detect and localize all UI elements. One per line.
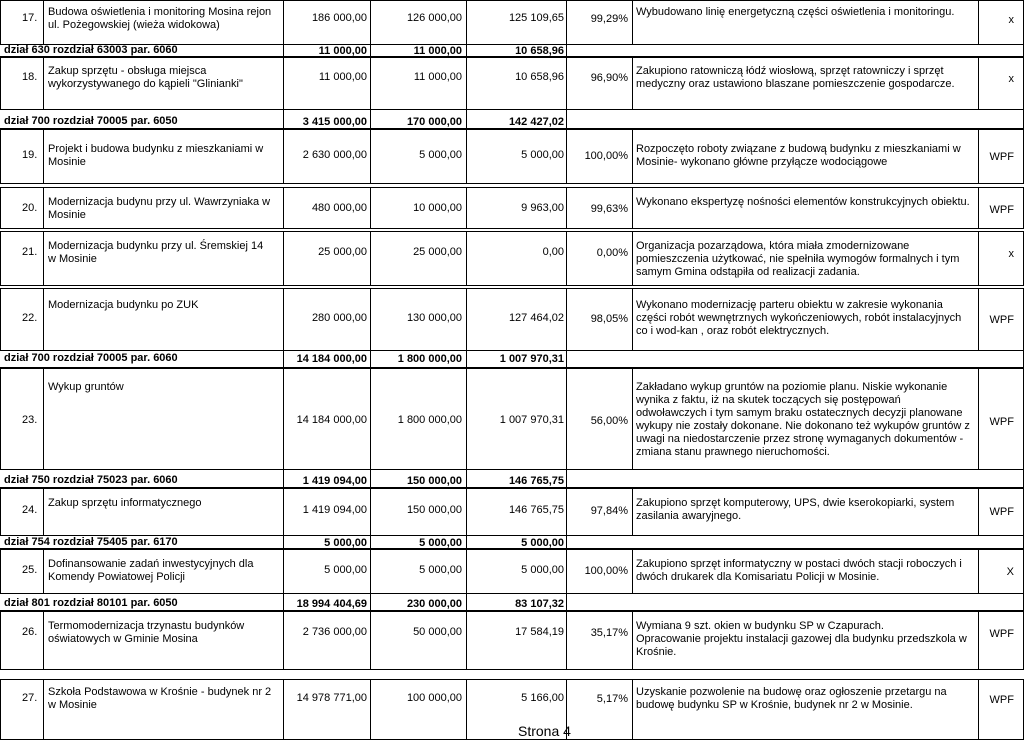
- column-divider: [43, 288, 44, 350]
- column-divider: [466, 288, 467, 350]
- section-label: dział 750 rozdział 75023 par. 6060: [4, 474, 178, 486]
- section-execution: 83 107,32: [515, 598, 564, 610]
- execution-description: Wykonano ekspertyzę nośności elementów konstrukcyjnych obiektu.: [636, 196, 970, 208]
- column-divider: [466, 231, 467, 285]
- column-divider: [566, 44, 567, 56]
- column-divider: [466, 350, 467, 367]
- year-plan-value: 50 000,00: [413, 626, 462, 638]
- column-divider: [43, 0, 44, 44]
- execution-description: Krośnie.: [636, 646, 677, 658]
- execution-description: Wybudowano linię energetyczną części oświetlenia i monitoringu.: [636, 6, 955, 18]
- execution-description: Zakupiono ratowniczą łódź wiosłową, sprzęt ratowniczy i sprzęt: [636, 65, 944, 77]
- execution-description: Organizacja pozarządowa, która miała zmodernizowane: [636, 240, 910, 252]
- execution-value: 1 007 970,31: [499, 413, 564, 426]
- financing-source: x: [1008, 248, 1014, 260]
- row-number: 17.: [22, 12, 38, 24]
- column-divider: [43, 548, 44, 593]
- section-year-plan: 230 000,00: [406, 598, 462, 610]
- plan-total-value: 14 184 000,00: [296, 413, 367, 426]
- task-name: Termomodernizacja trzynastu budynków: [48, 620, 245, 632]
- column-divider: [466, 187, 467, 228]
- column-divider: [632, 679, 633, 739]
- row-divider: [0, 367, 1024, 369]
- execution-description: Wymiana 9 szt. okien w budynku SP w Czapurach.: [636, 620, 884, 632]
- column-divider: [0, 128, 1, 183]
- column-divider: [978, 548, 979, 593]
- section-label: dział 700 rozdział 70005 par. 6060: [4, 352, 178, 364]
- column-divider: [978, 128, 979, 183]
- column-divider: [566, 610, 567, 669]
- execution-description: Uzyskanie pozwolenie na budowę oraz ogłoszenie przetargu na: [636, 686, 947, 698]
- column-divider: [632, 187, 633, 228]
- column-divider: [566, 187, 567, 228]
- section-execution: 1 007 970,31: [499, 353, 564, 365]
- plan-total-value: 2 630 000,00: [302, 149, 367, 161]
- task-name: Dofinansowanie zadań inwestycyjnych dla: [48, 558, 254, 570]
- execution-description: dwóch drukarek dla Komisariatu Policji w Mosinie.: [636, 571, 880, 583]
- execution-description: zmiana stanu prawnego nieruchomości.: [636, 446, 830, 458]
- year-plan-value: 100 000,00: [406, 692, 462, 704]
- execution-description: Mosinie- wykonano główne przyłącze wodociągowe: [636, 156, 888, 168]
- section-execution: 5 000,00: [521, 537, 564, 549]
- column-divider: [370, 469, 371, 487]
- column-divider: [370, 350, 371, 367]
- execution-description: budowę budynku SP w Krośnie, budynek nr 2 w Mosinie.: [636, 699, 913, 711]
- row-divider: [0, 183, 1024, 184]
- execution-description: Opracowanie projektu instalacji gazowej dla budynku przedszkola w: [636, 633, 967, 645]
- column-divider: [466, 548, 467, 593]
- column-divider: [283, 109, 284, 128]
- section-year-plan: 5 000,00: [419, 537, 462, 549]
- task-name: oświatowych w Gminie Mosina: [48, 633, 198, 645]
- section-plan-total: 3 415 000,00: [302, 116, 367, 128]
- section-execution: 10 658,96: [515, 45, 564, 57]
- column-divider: [466, 109, 467, 128]
- column-divider: [566, 231, 567, 285]
- column-divider: [0, 288, 1, 350]
- row-number: 20.: [22, 202, 38, 214]
- execution-description: medyczny oraz ustawiono blaszane pomieszczenie gospodarcze.: [636, 78, 955, 90]
- execution-description: uwagi na niedostarczenie przez stronę wymaganych dokumentów -: [636, 433, 964, 445]
- execution-percent: 99,63%: [590, 203, 628, 215]
- section-label: dział 754 rozdział 75405 par. 6170: [4, 536, 178, 548]
- row-divider: [0, 231, 1024, 232]
- column-divider: [370, 109, 371, 128]
- row-divider: [0, 469, 1024, 470]
- column-divider: [0, 487, 1, 535]
- task-name: Projekt i budowa budynku z mieszkaniami w: [48, 143, 264, 155]
- row-number: 21.: [22, 246, 38, 258]
- year-plan-value: 150 000,00: [406, 503, 462, 516]
- row-divider: [0, 593, 1024, 594]
- task-name: w Mosinie: [48, 699, 97, 711]
- execution-percent: 100,00%: [584, 565, 628, 577]
- column-divider: [978, 231, 979, 285]
- execution-description: Zakupiono sprzęt informatyczny w postaci dwóch stacji roboczych i: [636, 558, 962, 570]
- year-plan-value: 5 000,00: [419, 149, 462, 161]
- year-plan-value: 1 800 000,00: [397, 413, 462, 426]
- row-divider: [0, 228, 1024, 229]
- execution-value: 0,00: [542, 246, 564, 258]
- column-divider: [978, 367, 979, 469]
- execution-value: 10 658,96: [515, 71, 564, 83]
- section-year-plan: 11 000,00: [413, 45, 462, 57]
- year-plan-value: 10 000,00: [413, 202, 462, 214]
- financing-source: WPF: [989, 694, 1014, 706]
- column-divider: [566, 593, 567, 610]
- column-divider: [632, 610, 633, 669]
- column-divider: [0, 367, 1, 469]
- plan-total-value: 186 000,00: [311, 12, 367, 24]
- plan-total-value: 2 736 000,00: [302, 626, 367, 638]
- execution-description: pomieszczenia użytkować, nie spełniła wymogów formalnych i tym: [636, 253, 960, 265]
- row-number: 26.: [22, 626, 38, 638]
- year-plan-value: 126 000,00: [406, 12, 462, 24]
- execution-percent: 100,00%: [584, 150, 628, 162]
- row-number: 23.: [22, 413, 38, 426]
- financing-source: WPF: [989, 415, 1014, 428]
- financing-source: WPF: [989, 314, 1014, 326]
- execution-description: części robót wewnętrznych wykończeniowych, robót instalacyjnych: [636, 312, 962, 324]
- section-execution: 146 765,75: [508, 475, 564, 487]
- execution-value: 5 000,00: [521, 149, 564, 161]
- column-divider: [632, 487, 633, 535]
- section-plan-total: 14 184 000,00: [296, 353, 367, 365]
- section-execution: 142 427,02: [508, 116, 564, 128]
- row-divider: [0, 56, 1024, 58]
- column-divider: [632, 231, 633, 285]
- column-divider: [370, 535, 371, 548]
- execution-value: 146 765,75: [508, 503, 564, 516]
- row-divider: [0, 610, 1024, 612]
- row-divider: [0, 487, 1024, 489]
- column-divider: [978, 679, 979, 739]
- year-plan-value: 5 000,00: [419, 564, 462, 576]
- task-name: Zakup sprzętu informatycznego: [48, 497, 202, 509]
- column-divider: [43, 610, 44, 669]
- column-divider: [466, 56, 467, 109]
- financing-source: WPF: [989, 204, 1014, 216]
- section-year-plan: 170 000,00: [406, 116, 462, 128]
- execution-value: 5 166,00: [521, 692, 564, 704]
- column-divider: [283, 548, 284, 593]
- column-divider: [283, 56, 284, 109]
- execution-value: 125 109,65: [508, 12, 564, 24]
- row-number: 27.: [22, 692, 38, 704]
- column-divider: [978, 187, 979, 228]
- task-name: Modernizacja budynu przy ul. Wawrzyniaka w: [48, 196, 271, 208]
- column-divider: [370, 288, 371, 350]
- column-divider: [0, 187, 1, 228]
- execution-description: wynika z faktu, iż na skutek toczących się postępowań: [636, 394, 901, 406]
- task-name: ul. Pożegowskiej (wieża widokowa): [48, 19, 220, 31]
- task-name: Zakup sprzętu - obsługa miejsca: [48, 65, 207, 77]
- column-divider: [283, 231, 284, 285]
- execution-description: co i wod-kan , oraz robót elektrycznych.: [636, 325, 830, 337]
- execution-description: zasilania awaryjnego.: [636, 510, 742, 522]
- execution-percent: 35,17%: [590, 627, 628, 639]
- execution-percent: 5,17%: [596, 693, 628, 705]
- column-divider: [370, 593, 371, 610]
- column-divider: [283, 0, 284, 44]
- column-divider: [978, 56, 979, 109]
- column-divider: [283, 128, 284, 183]
- financing-source: X: [1006, 566, 1014, 578]
- column-divider: [632, 128, 633, 183]
- column-divider: [283, 44, 284, 56]
- section-year-plan: 150 000,00: [406, 475, 462, 487]
- row-divider: [0, 548, 1024, 550]
- execution-description: Wykonano modernizację parteru obiektu w zakresie wykonania: [636, 299, 943, 311]
- section-year-plan: 1 800 000,00: [397, 353, 462, 365]
- task-name: Modernizacja budynku po ZUK: [48, 299, 199, 311]
- column-divider: [466, 487, 467, 535]
- execution-percent: 97,84%: [590, 504, 628, 517]
- section-label: dział 801 rozdział 80101 par. 6050: [4, 597, 178, 609]
- column-divider: [978, 288, 979, 350]
- column-divider: [283, 535, 284, 548]
- page-footer: Strona 4: [518, 723, 571, 739]
- task-name: Mosinie: [48, 209, 86, 221]
- row-divider: [0, 679, 1024, 680]
- row-number: 24.: [22, 503, 38, 516]
- execution-description: odwoławczych i tym samym braku ostatecznych decyzji planowane: [636, 407, 963, 419]
- column-divider: [566, 128, 567, 183]
- column-divider: [566, 367, 567, 469]
- column-divider: [466, 610, 467, 669]
- column-divider: [283, 187, 284, 228]
- plan-total-value: 14 978 771,00: [296, 692, 367, 704]
- column-divider: [466, 593, 467, 610]
- column-divider: [566, 548, 567, 593]
- execution-percent: 99,29%: [590, 13, 628, 25]
- financing-source: WPF: [989, 505, 1014, 518]
- row-divider: [0, 285, 1024, 286]
- task-name: Mosinie: [48, 156, 86, 168]
- column-divider: [632, 367, 633, 469]
- column-divider: [466, 44, 467, 56]
- column-divider: [283, 679, 284, 739]
- column-divider: [370, 679, 371, 739]
- financing-source: x: [1008, 73, 1014, 85]
- row-divider: [0, 109, 1024, 110]
- column-divider: [283, 288, 284, 350]
- execution-value: 9 963,00: [521, 202, 564, 214]
- column-divider: [466, 367, 467, 469]
- execution-value: 127 464,02: [508, 312, 564, 324]
- row-divider: [0, 350, 1024, 351]
- column-divider: [43, 231, 44, 285]
- execution-percent: 98,05%: [590, 313, 628, 325]
- execution-percent: 56,00%: [590, 414, 628, 427]
- column-divider: [283, 350, 284, 367]
- task-name: Komendy Powiatowej Policji: [48, 571, 185, 583]
- execution-value: 5 000,00: [521, 564, 564, 576]
- column-divider: [466, 128, 467, 183]
- column-divider: [283, 593, 284, 610]
- task-name: Wykup gruntów: [48, 381, 124, 393]
- column-divider: [978, 0, 979, 44]
- column-divider: [466, 0, 467, 44]
- plan-total-value: 480 000,00: [311, 202, 367, 214]
- plan-total-value: 25 000,00: [318, 246, 367, 258]
- execution-percent: 96,90%: [590, 72, 628, 84]
- row-divider: [0, 0, 1024, 1]
- column-divider: [0, 231, 1, 285]
- row-number: 18.: [22, 71, 38, 83]
- column-divider: [566, 288, 567, 350]
- task-name: Budowa oświetlenia i monitoring Mosina rejon: [48, 6, 272, 18]
- execution-description: Zakupiono sprzęt komputerowy, UPS, dwie kserokopiarki, system: [636, 497, 955, 509]
- column-divider: [370, 231, 371, 285]
- column-divider: [370, 56, 371, 109]
- column-divider: [283, 367, 284, 469]
- plan-total-value: 1 419 094,00: [302, 503, 367, 516]
- column-divider: [0, 56, 1, 109]
- financing-source: WPF: [989, 628, 1014, 640]
- column-divider: [632, 0, 633, 44]
- financing-source: WPF: [989, 151, 1014, 163]
- execution-percent: 0,00%: [596, 247, 628, 259]
- column-divider: [283, 610, 284, 669]
- column-divider: [978, 487, 979, 535]
- section-plan-total: 1 419 094,00: [302, 475, 367, 487]
- column-divider: [370, 367, 371, 469]
- column-divider: [566, 487, 567, 535]
- execution-description: Zakładano wykup gruntów na poziomie planu. Niskie wykonanie: [636, 381, 948, 393]
- column-divider: [0, 610, 1, 669]
- column-divider: [370, 487, 371, 535]
- plan-total-value: 5 000,00: [324, 564, 367, 576]
- column-divider: [43, 487, 44, 535]
- year-plan-value: 11 000,00: [413, 71, 462, 83]
- section-plan-total: 11 000,00: [318, 45, 367, 57]
- row-number: 19.: [22, 149, 38, 161]
- column-divider: [632, 548, 633, 593]
- task-name: wykorzystywanego do kąpieli "Glinianki": [48, 78, 243, 90]
- row-divider: [0, 128, 1024, 130]
- column-divider: [0, 0, 1, 44]
- column-divider: [566, 109, 567, 128]
- column-divider: [632, 56, 633, 109]
- column-divider: [566, 469, 567, 487]
- task-name: w Mosinie: [48, 253, 97, 265]
- row-divider: [0, 288, 1024, 289]
- column-divider: [632, 288, 633, 350]
- task-name: Szkoła Podstawowa w Krośnie - budynek nr 2: [48, 686, 272, 698]
- column-divider: [43, 679, 44, 739]
- section-label: dział 700 rozdział 70005 par. 6050: [4, 115, 178, 127]
- column-divider: [566, 0, 567, 44]
- row-number: 25.: [22, 564, 38, 576]
- column-divider: [283, 469, 284, 487]
- column-divider: [466, 469, 467, 487]
- column-divider: [43, 128, 44, 183]
- column-divider: [283, 487, 284, 535]
- column-divider: [0, 548, 1, 593]
- row-number: 22.: [22, 312, 38, 324]
- column-divider: [978, 610, 979, 669]
- column-divider: [566, 56, 567, 109]
- row-divider: [0, 187, 1024, 188]
- section-plan-total: 5 000,00: [324, 537, 367, 549]
- financing-source: x: [1008, 14, 1014, 26]
- task-name: Modernizacja budynku przy ul. Śremskiej 14: [48, 240, 264, 252]
- plan-total-value: 11 000,00: [318, 71, 367, 83]
- section-label: dział 630 rozdział 63003 par. 6060: [4, 44, 178, 56]
- column-divider: [466, 535, 467, 548]
- execution-description: Rozpoczęto roboty związane z budową budynku z mieszkaniami w: [636, 143, 961, 155]
- execution-description: wykupy nie zostały dokonane. Nie dokonano też wykupów gruntów z: [636, 420, 970, 432]
- row-divider: [0, 669, 1024, 670]
- column-divider: [370, 187, 371, 228]
- execution-description: samym Gmina odstąpiła od realizacji zadania.: [636, 266, 860, 278]
- column-divider: [0, 679, 1, 739]
- year-plan-value: 25 000,00: [413, 246, 462, 258]
- column-divider: [43, 56, 44, 109]
- plan-total-value: 280 000,00: [311, 312, 367, 324]
- column-divider: [370, 0, 371, 44]
- column-divider: [566, 535, 567, 548]
- column-divider: [566, 350, 567, 367]
- execution-value: 17 584,19: [515, 626, 564, 638]
- column-divider: [43, 367, 44, 469]
- column-divider: [370, 128, 371, 183]
- column-divider: [43, 187, 44, 228]
- column-divider: [370, 44, 371, 56]
- column-divider: [466, 679, 467, 739]
- column-divider: [370, 548, 371, 593]
- section-plan-total: 18 994 404,69: [296, 598, 367, 610]
- year-plan-value: 130 000,00: [406, 312, 462, 324]
- column-divider: [370, 610, 371, 669]
